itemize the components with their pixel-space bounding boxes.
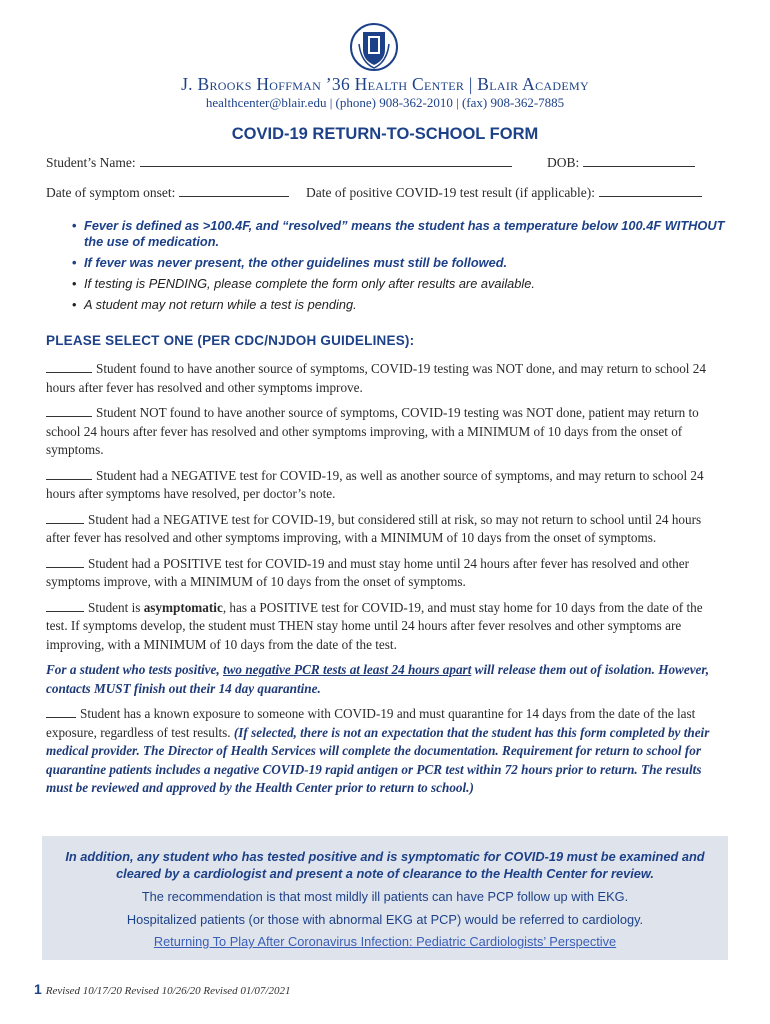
form-title: COVID-19 RETURN-TO-SCHOOL FORM: [231, 125, 539, 143]
option-4-text: Student had a NEGATIVE test for COVID-19, but considered still at risk, so may not return to school until 24 hours after fever has resolved and other symptoms improving, with a MINIMUM of 10 days from the onset of symptoms.: [46, 511, 702, 545]
symptom-onset-row: [46, 185, 289, 201]
option-4: [46, 511, 726, 548]
bullet-no-return: • A student may not return while a test is pending.: [72, 297, 732, 313]
student-name-label: Student’s Name:: [46, 155, 136, 170]
option-2-text: Student NOT found to have another source of symptoms, COVID-19 testing was NOT done, patient may return to school 24 hours after fever has resolved and other symptoms improving, with a MINIMUM of 10 days from the onset of symptoms.: [46, 405, 699, 457]
option-6-text-pre: Student is: [88, 599, 141, 615]
option-6-text-post: , has a POSITIVE test for COVID-19, and must stay home for 10 days from the date of the test. If symptoms develop, the student must THEN stay home until 24 hours after fever resolves and other symptoms are improving, with a MINIMUM of 10 days from the date of the test.: [46, 599, 703, 652]
option-2: [46, 404, 726, 460]
cardiology-article-link[interactable]: Returning To Play After Coronavirus Infection: Pediatric Cardiologists’ Perspective: [153, 934, 617, 949]
guideline-bullets: [72, 218, 732, 318]
option-6: [46, 599, 726, 655]
option-5-blank[interactable]: [46, 557, 84, 568]
footer: [34, 981, 291, 997]
org-title: J. Brooks Hoffman ’36 Health Center | Blair Academy: [181, 74, 589, 94]
dob-row: [547, 155, 695, 171]
positive-test-row: [306, 185, 702, 201]
select-heading: PLEASE SELECT ONE (PER CDC/NJDOH GUIDELINES):: [46, 333, 415, 348]
option-5-text: Student had a POSITIVE test for COVID-19 and must stay home until 24 hours after fever has resolved and other symptoms improve, with a MINIMUM of 10 days from the onset of symptoms.: [46, 555, 689, 589]
option-2-blank[interactable]: [46, 406, 92, 417]
positive-note: [46, 661, 726, 698]
page-number: 1: [34, 981, 42, 997]
option-6-bold: asymptomatic: [143, 599, 223, 615]
contact-info: healthcenter@blair.edu | (phone) 908-362-2010 | (fax) 908-362-7885: [205, 95, 565, 110]
options-list: [46, 360, 726, 805]
positive-test-label: Date of positive COVID-19 test result (if applicable):: [306, 185, 596, 200]
option-1: [46, 360, 726, 397]
option-7-note: (If selected, there is not an expectation that the student has this form completed by their medical provider. The Director of Health Services will complete the documentation. Requirement for return to school for quarantine patients includes a negative COVID-19 rapid antigen or PCR test within 72 hours prior to return. The results must be reviewed and approved by the Health Center prior to return to school.): [46, 724, 710, 795]
option-6-blank[interactable]: [46, 601, 84, 612]
symptom-onset-label: Date of symptom onset:: [46, 185, 176, 200]
panel-hospitalized-line: Hospitalized patients (or those with abnormal EKG at PCP) would be referred to cardiology.: [126, 912, 644, 927]
option-3: [46, 467, 726, 504]
option-7-text: Student has a known exposure to someone with COVID-19 and must quarantine for 14 days from the date of the last exposure, regardless of test results.: [46, 706, 696, 740]
option-4-blank[interactable]: [46, 513, 84, 524]
dob-label: DOB:: [547, 155, 580, 170]
option-1-text: Student found to have another source of symptoms, COVID-19 testing was NOT done, and may return to school 24 hours after fever has resolved and other symptoms improve.: [46, 361, 706, 395]
option-5: [46, 555, 726, 592]
option-3-blank[interactable]: [46, 469, 92, 480]
positive-note-underlined: two negative PCR tests at least 24 hours apart: [222, 662, 472, 677]
positive-note-pre: For a student who tests positive,: [46, 662, 220, 677]
panel-cardiologist-note: In addition, any student who has tested positive and is symptomatic for COVID-19 must be examined and cleared by a cardiologist and present a note of clearance to the Health Center for review.: [65, 849, 705, 881]
option-1-blank[interactable]: [46, 362, 92, 373]
dob-field[interactable]: [583, 155, 695, 167]
bullet-fever-definition: • Fever is defined as >100.4F, and “resolved” means the student has a temperature below 100.4F WITHOUT the use of medication.: [72, 218, 732, 250]
bullet-no-fever: • If fever was never present, the other guidelines must still be followed.: [72, 255, 732, 271]
option-7-blank[interactable]: [46, 707, 76, 718]
revision-dates: Revised 10/17/20 Revised 10/26/20 Revised 01/07/2021: [45, 985, 291, 997]
student-name-row: [46, 155, 512, 171]
symptom-onset-field[interactable]: [179, 185, 289, 197]
cardiology-panel: [42, 836, 728, 960]
positive-note-post: will release them out of isolation. However, contacts MUST finish out their 14 day quarantine.: [46, 662, 710, 696]
option-3-text: Student had a NEGATIVE test for COVID-19, as well as another source of symptoms, and may return to school 24 hours after symptoms have resolved, per doctor’s note.: [46, 467, 704, 501]
student-name-field[interactable]: [140, 155, 512, 167]
positive-test-field[interactable]: [599, 185, 702, 197]
panel-pcp-line: The recommendation is that most mildly ill patients can have PCP follow up with EKG.: [141, 889, 629, 904]
option-7: [46, 705, 726, 798]
bullet-pending: • If testing is PENDING, please complete the form only after results are available.: [72, 276, 732, 292]
blair-crest-logo: [349, 22, 399, 72]
